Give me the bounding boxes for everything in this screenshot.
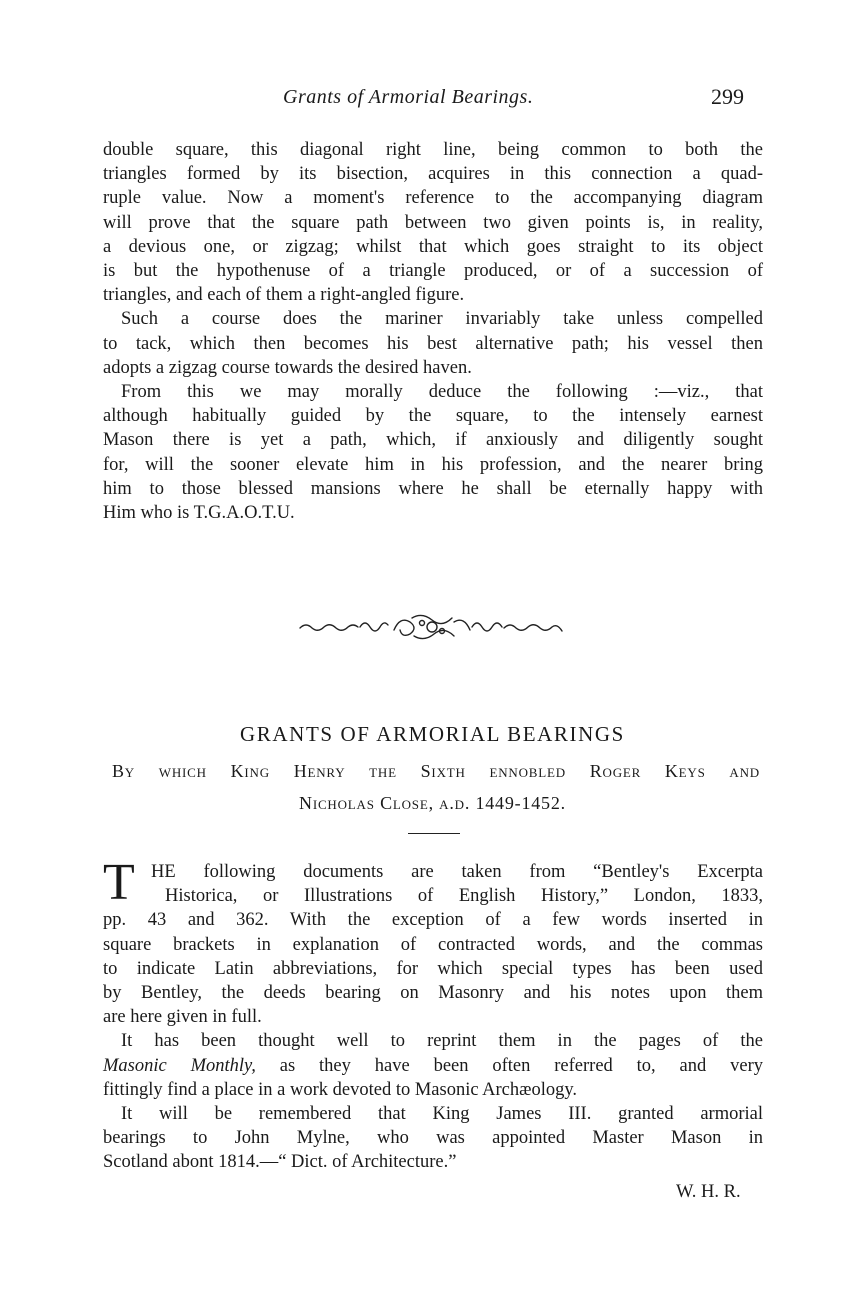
page-number: 299	[711, 84, 744, 109]
text-line: bearings to John Mylne, who was appointed Master Mason in	[103, 1128, 763, 1149]
section-subtitle-line: By which King Henry the Sixth ennobled Roger Keys and	[112, 761, 760, 781]
text-line	[103, 1054, 763, 1078]
text-line: triangles formed by its bisection, acquires in this connection a quad-	[103, 164, 763, 185]
text-line: to tack, which then becomes his best alternative path; his vessel then	[103, 333, 763, 354]
running-header-title: Grants of Armorial Bearings.	[283, 86, 534, 108]
text-line: by Bentley, the deeds bearing on Masonry and his notes upon them	[103, 983, 763, 1004]
short-rule-divider	[408, 833, 460, 834]
text-line: It has been thought well to reprint them in the pages of the	[121, 1031, 763, 1052]
text-line: Historica, or Illustrations of English History,” London, 1833,	[165, 886, 763, 907]
text-line: ruple value. Now a moment's reference to the accompanying diagram	[103, 188, 763, 209]
article-text-block	[103, 854, 764, 1175]
text-line: are here given in full.	[103, 1007, 262, 1028]
text-line: square brackets in explanation of contracted words, and the commas	[103, 934, 763, 955]
text-line: fittingly find a place in a work devoted to Masonic Archæology.	[103, 1079, 578, 1100]
text-line: Such a course does the mariner invariably take unless compelled	[121, 309, 763, 330]
text-line: From this we may morally deduce the following :—viz., that	[121, 382, 763, 403]
text-line: triangles, and each of them a right-angled figure.	[103, 285, 465, 306]
text-line	[103, 860, 763, 884]
section-subtitle-line: Nicholas Close, a.d. 1449-1452.	[299, 793, 566, 813]
text-line: Him who is T.G.A.O.T.U.	[103, 503, 295, 524]
text-line: Mason there is yet a path, which, if anxiously and diligently sought	[103, 430, 763, 451]
text-line: is but the hypothenuse of a triangle produced, or of a succession of	[103, 261, 763, 282]
text-line: although habitually guided by the square, to the intensely earnest	[103, 406, 763, 427]
text-line: for, will the sooner elevate him in his profession, and the nearer bring	[103, 454, 763, 475]
section-heading: GRANTS OF ARMORIAL BEARINGS	[240, 722, 625, 746]
text-line: pp. 43 and 362. With the exception of a few words inserted in	[103, 910, 763, 931]
text-line: adopts a zigzag course towards the desired haven.	[103, 357, 472, 378]
text-line: It will be remembered that King James III. granted armorial	[121, 1104, 763, 1125]
text-line: to indicate Latin abbreviations, for which special types has been used	[103, 958, 763, 979]
text-line: him to those blessed mansions where he shall be eternally happy with	[103, 478, 763, 499]
italic-journal-title: Masonic Monthly,	[103, 1055, 256, 1076]
drop-cap: T	[103, 854, 135, 911]
text-line: Scotland abont 1814.—“ Dict. of Architecture.”	[103, 1152, 457, 1173]
text-line-content: as they have been often referred to, and very	[279, 1055, 764, 1076]
text-line: double square, this diagonal right line, being common to both the	[103, 140, 763, 160]
text-line: will prove that the square path between two given points is, in reality,	[103, 212, 763, 233]
text-line: a devious one, or zigzag; whilst that which goes straight to its object	[103, 236, 763, 257]
author-signature: W. H. R.	[676, 1182, 741, 1202]
text-line-content: HE following documents are taken from “Bentley's Excerpta	[151, 862, 763, 882]
continued-text-block	[103, 138, 763, 525]
decorative-scroll-ornament-icon	[298, 610, 566, 644]
